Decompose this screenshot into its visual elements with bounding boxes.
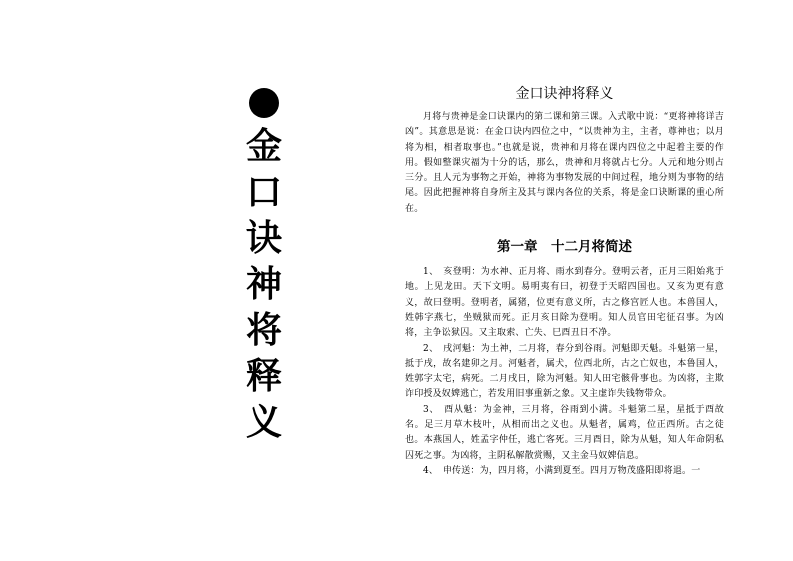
vertical-title-char: 神 xyxy=(245,264,282,305)
vertical-title xyxy=(240,88,288,446)
vertical-title-char: 义 xyxy=(245,402,282,443)
vertical-title-char: 金 xyxy=(245,126,282,167)
vertical-title-char: 释 xyxy=(245,356,282,397)
bullet-icon xyxy=(249,88,279,118)
document-page xyxy=(405,84,724,479)
list-item: 2、 戌河魁：为土神，二月将，春分到谷雨。河魁即天魁。斗魁第一星，抵于戌，故名建卯之月。河魁者，属犬，位西北所，古之亡奴也，本鲁国人，姓郭字太宅，病死。二月戌日，除为河魁。知人田宅骸骨事也。为凶将，主欺诈印授及奴婢逃亡，若发用旧事重新之象。又主虚诈失钱物带众。 xyxy=(405,343,724,400)
vertical-title-char: 将 xyxy=(245,310,282,351)
list-item: 4、 申传送：为，四月将，小满到夏至。四月万物茂盛阳即将退。一 xyxy=(423,465,701,476)
vertical-title-char: 口 xyxy=(245,172,282,213)
vertical-title-char: 诀 xyxy=(245,218,282,259)
list-item: 3、 酉从魁：为金神，三月将，谷雨到小满。斗魁第二星，星抵于酉故名。足三月草木枝叶，从相而出之义也。从魁者，属鸡，位正西所。古之徒也。本燕国人，姓孟字仲任，逃亡客死。三月酉日，除为从魁，知人年命阴私囚死之事。为凶将，主阴私解散赏赐，又主金马奴婢信息。 xyxy=(405,404,724,461)
page-title: 金口诀神将释义 xyxy=(515,86,614,102)
intro-paragraph: 月将与贵神是金口诀课内的第二课和第三课。入式歌中说：“更将神将详吉凶”。其意思是说：在金口诀内四位之中，“以贵神为主，主者，尊神也；以月将为相，相者取事也。”也就是说，贵神和月将在课内四位之中起着主要的作用。假如整课灾福为十分的话，那么，贵神和月将就占七分。人元和地分则占三分。且人元为事物之开始，神将为事物发展的中间过程，地分则为事物的结尾。因此把握神将自身所主及其与课内各位的关系，将是金口诀断课的重心所在。 xyxy=(405,112,724,214)
chapter-title: 第一章 十二月将简述 xyxy=(497,239,632,256)
list-item: 1、 亥登明：为水神、正月将、雨水到春分。登明云者，正月三阳始兆于地。上见龙田。天下文明。易明夷有曰，初登于天昭四国也。又亥为更有意义，故曰登明。登明者，属猪，位更有意义所，古之修宫匠人也。本兽国人，姓韩字燕七，坐贼狱而死。正月亥日除为登明。知人员官田宅征召事。为凶将，主争讼狱囚。又主取索、亡失、巳酉丑日不净。 xyxy=(405,267,724,339)
